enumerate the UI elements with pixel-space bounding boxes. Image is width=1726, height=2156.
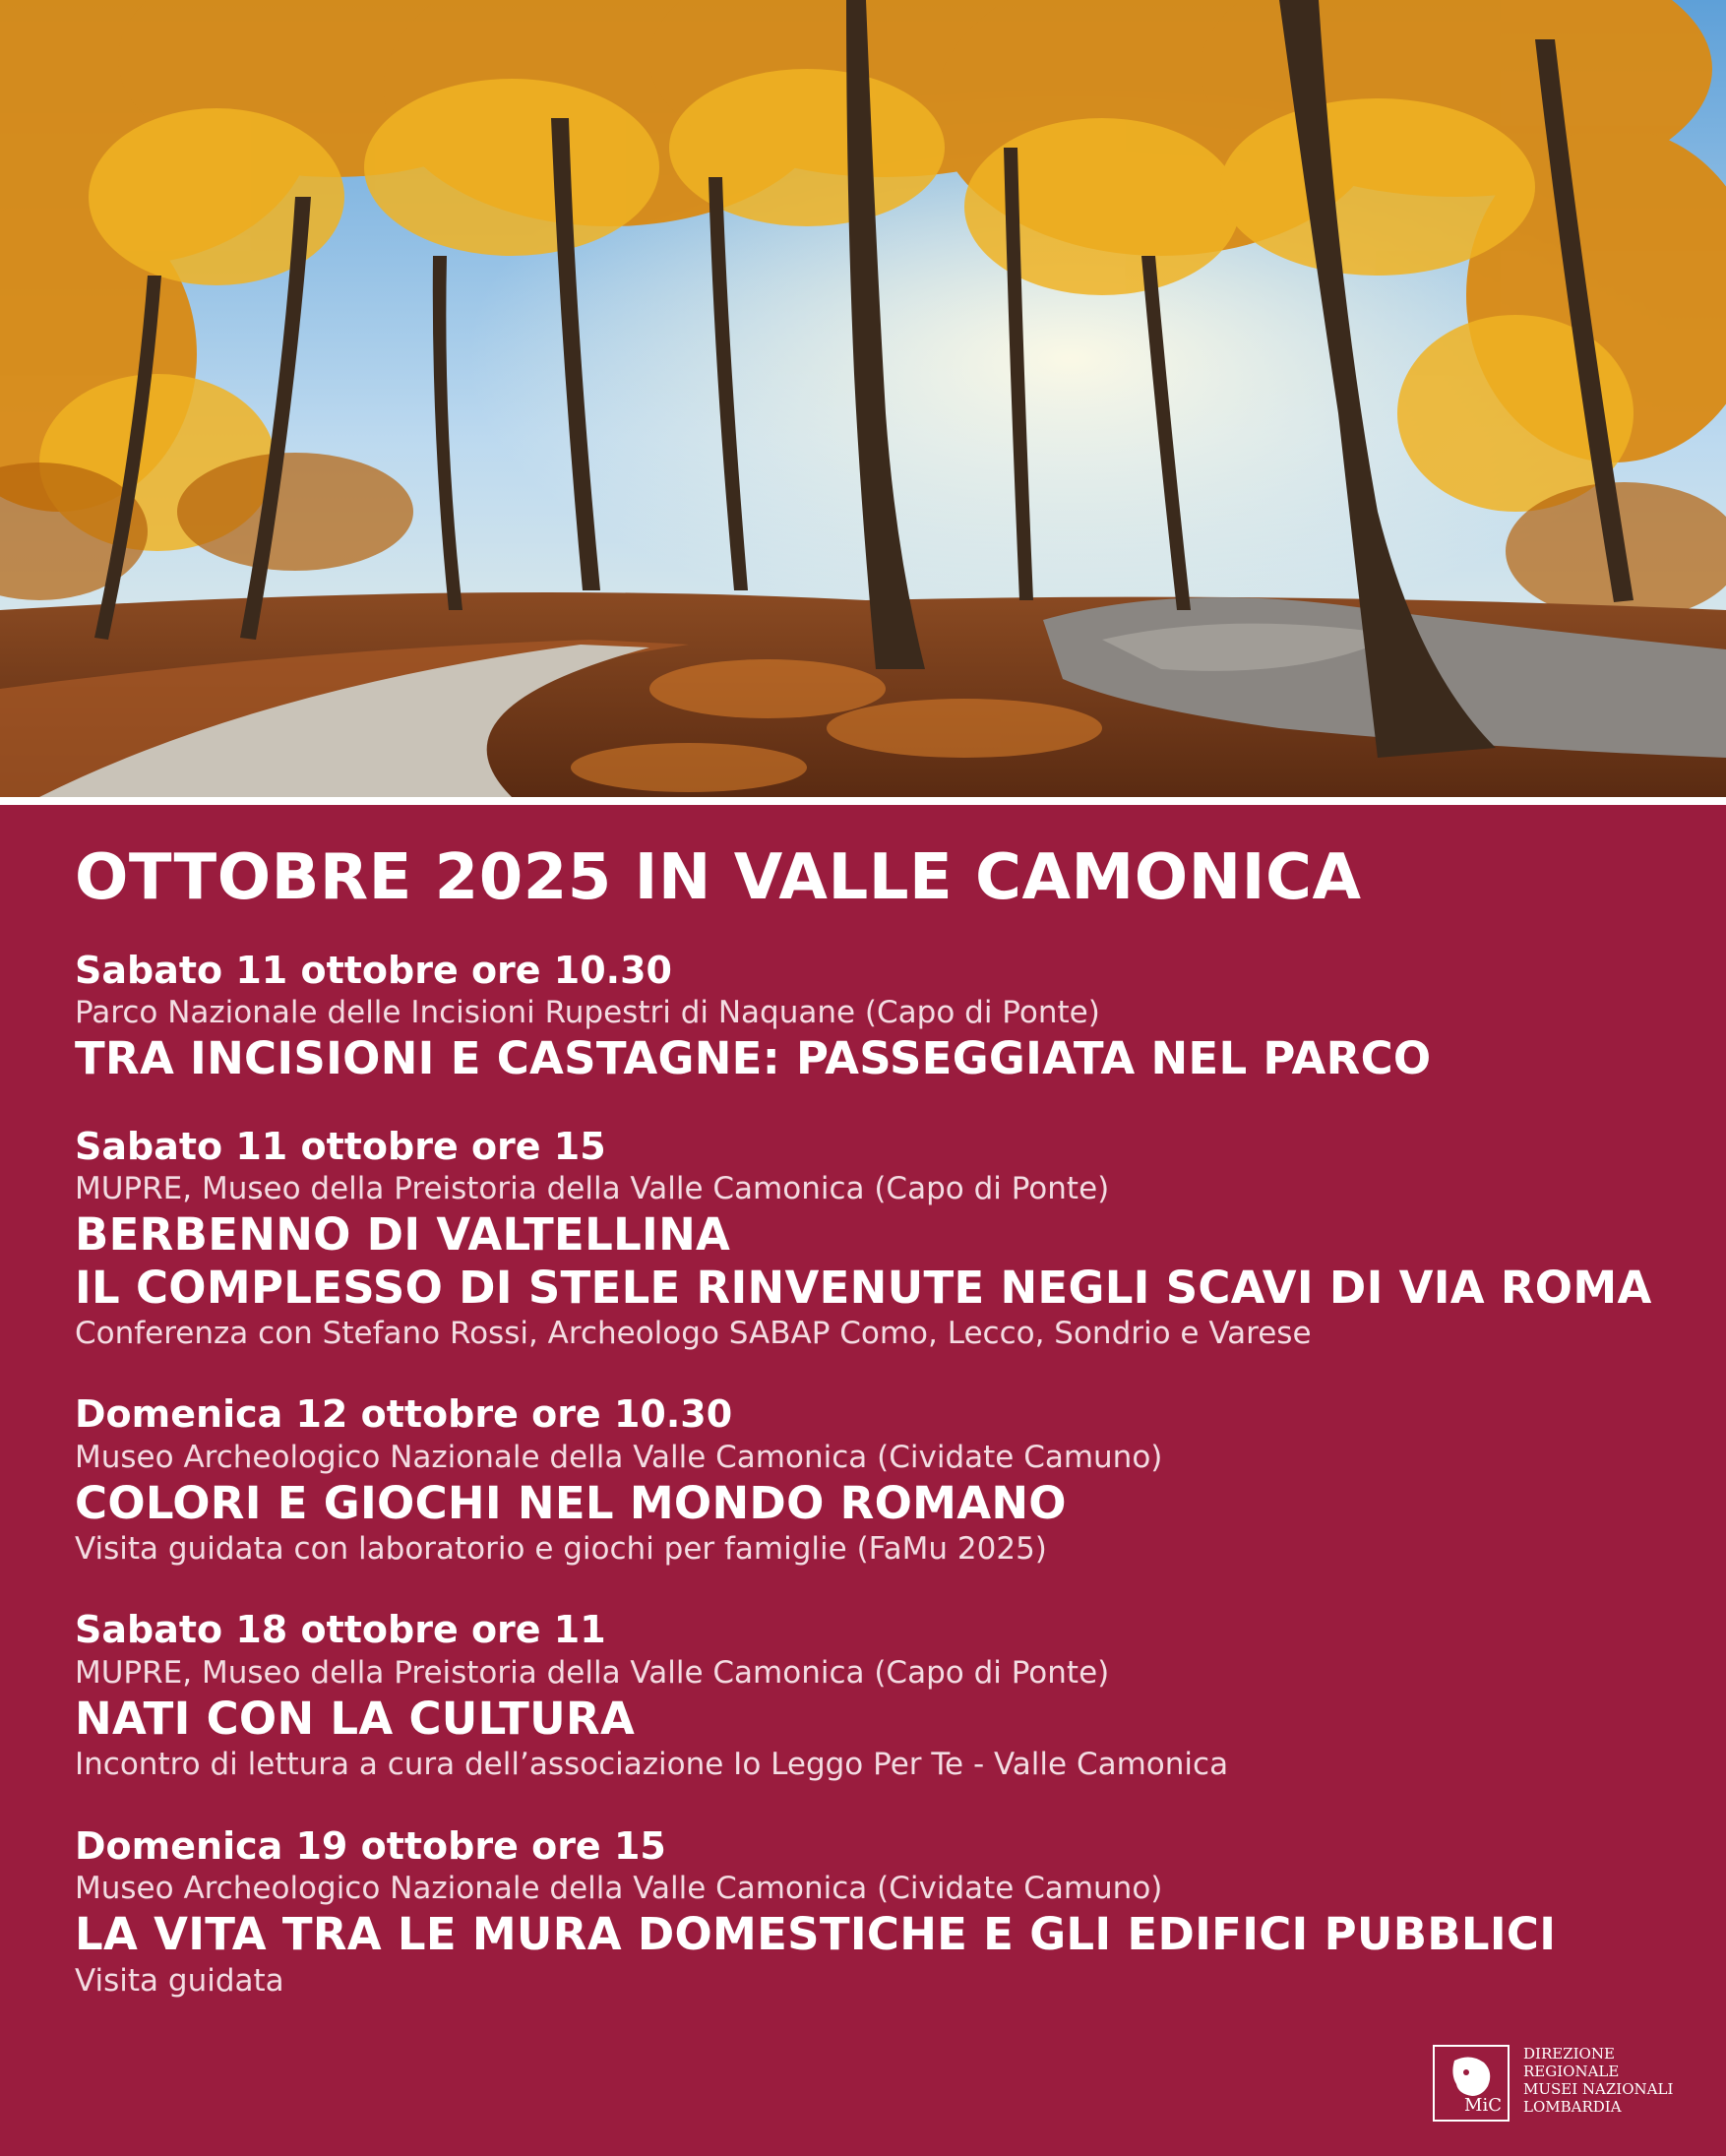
event-date: Domenica 19 ottobre ore 15 xyxy=(75,1823,666,1868)
event-subtitle: Visita guidata xyxy=(75,1962,284,1999)
event-item xyxy=(75,1392,1669,1569)
autumn-forest-image xyxy=(0,0,1726,797)
event-venue: Museo Archeologico Nazionale della Valle Camonica (Cividate Camuno) xyxy=(75,1439,1163,1475)
event-subtitle: Visita guidata con laboratorio e giochi per famiglie (FaMu 2025) xyxy=(75,1530,1047,1567)
mic-logo xyxy=(1433,2045,1689,2124)
page-title: OTTOBRE 2025 IN VALLE CAMONICA xyxy=(75,841,1362,914)
event-title: LA VITA TRA LE MURA DOMESTICHE E GLI EDIFICI PUBBLICI xyxy=(75,1908,1557,1961)
logo-line: MUSEI NAZIONALI xyxy=(1523,2080,1674,2098)
event-subtitle: Incontro di lettura a cura dell’associazione Io Leggo Per Te - Valle Camonica xyxy=(75,1747,1229,1783)
mic-emblem-icon xyxy=(1433,2045,1510,2122)
hero-photo xyxy=(0,0,1726,797)
logo-mark: MiC xyxy=(1464,2095,1502,2116)
logo-line: REGIONALE xyxy=(1523,2063,1620,2080)
event-program xyxy=(75,842,1669,2040)
event-item xyxy=(75,1824,1669,2001)
event-title: NATI CON LA CULTURA xyxy=(75,1693,636,1746)
event-subtitle: Conferenza con Stefano Rossi, Archeologo SABAP Como, Lecco, Sondrio e Varese xyxy=(75,1315,1312,1351)
event-date: Sabato 11 ottobre ore 15 xyxy=(75,1124,606,1168)
event-venue: MUPRE, Museo della Preistoria della Valle Camonica (Capo di Ponte) xyxy=(75,1171,1110,1207)
photo-divider xyxy=(0,797,1726,805)
event-title: BERBENNO DI VALTELLINA xyxy=(75,1208,731,1262)
event-date: Sabato 11 ottobre ore 10.30 xyxy=(75,948,672,992)
event-item xyxy=(75,1125,1669,1353)
event-venue: Parco Nazionale delle Incisioni Rupestri di Naquane (Capo di Ponte) xyxy=(75,995,1100,1031)
logo-text xyxy=(1523,2045,1673,2116)
logo-line: LOMBARDIA xyxy=(1523,2098,1622,2116)
event-venue: MUPRE, Museo della Preistoria della Valle Camonica (Capo di Ponte) xyxy=(75,1654,1110,1691)
logo-line: DIREZIONE xyxy=(1523,2045,1615,2063)
event-date: Domenica 12 ottobre ore 10.30 xyxy=(75,1391,733,1436)
event-venue: Museo Archeologico Nazionale della Valle Camonica (Cividate Camuno) xyxy=(75,1871,1163,1907)
event-item xyxy=(75,1608,1669,1784)
event-title: IL COMPLESSO DI STELE RINVENUTE NEGLI SCAVI DI VIA ROMA xyxy=(75,1261,1652,1314)
event-date: Sabato 18 ottobre ore 11 xyxy=(75,1608,606,1652)
event-title: TRA INCISIONI E CASTAGNE: PASSEGGIATA NEL PARCO xyxy=(75,1032,1432,1085)
event-title: COLORI E GIOCHI NEL MONDO ROMANO xyxy=(75,1476,1067,1529)
event-item xyxy=(75,949,1669,1085)
